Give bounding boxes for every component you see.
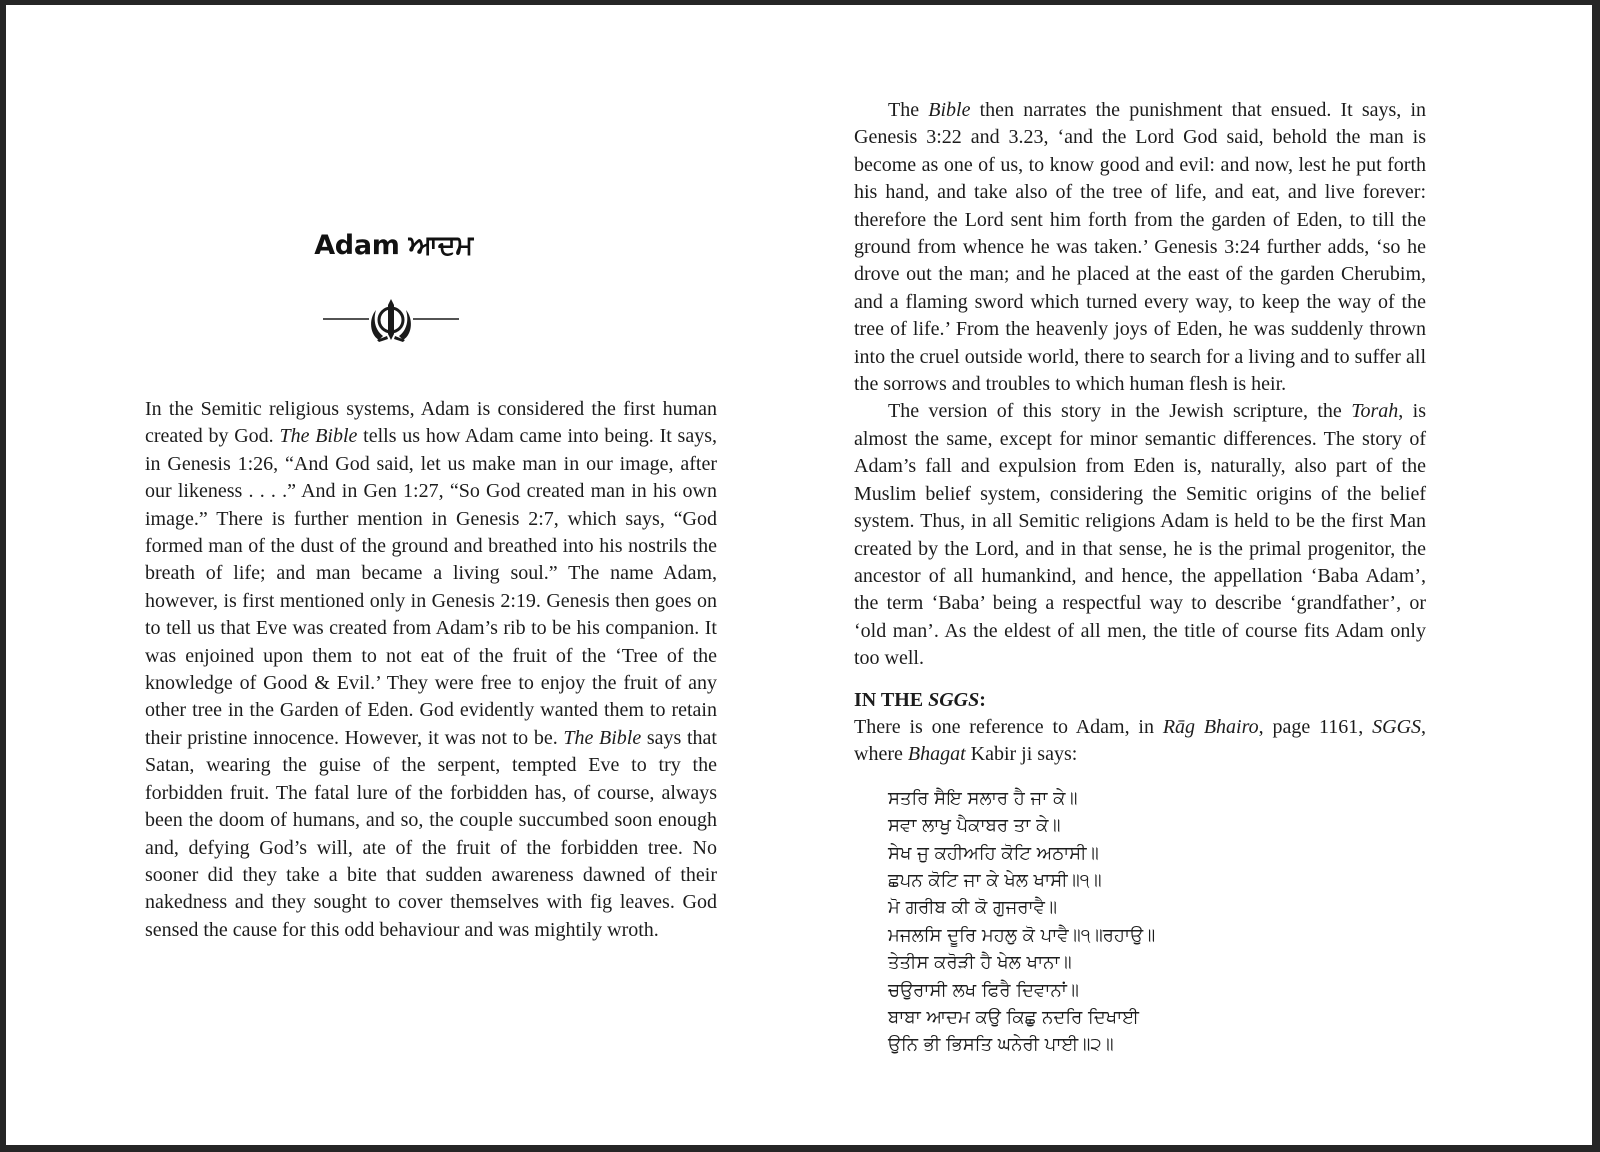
khanda-icon bbox=[321, 296, 461, 346]
verse-line: ਉਨਿ ਭੀ ਭਿਸਤਿ ਘਨੇਰੀ ਪਾਈ॥੨॥ bbox=[888, 1034, 1114, 1056]
chapter-title: Adam ਆਦਮ bbox=[314, 230, 473, 261]
right-column bbox=[854, 97, 1426, 1059]
verse-line: ਬਾਬਾ ਆਦਮ ਕਉ ਕਿਛੁ ਨਦਰਿ ਦਿਖਾਈ bbox=[888, 1007, 1139, 1028]
gurbani-verse bbox=[854, 785, 1426, 1059]
paragraph: In the Semitic religious systems, Adam is considered the first human created by God. The Bible tells us how Adam came into being. It says, in Genesis 1:26, “And God said, let us make man in our image, after our likeness . . . .” And in Gen 1:27, “So God created man in his own image.” There is further mention in Genesis 2:7, which says, “God formed man of the dust of the ground and breathed into his nostrils the breath of life; and man became a living soul.” The name Adam, however, is first mentioned only in Genesis 2:19. Genesis then goes on to tell us that Eve was created from Adam’s rib to be his companion. It was enjoined upon them to not eat of the fruit of the ‘Tree of the knowledge of Good & Evil.’ They were free to enjoy the fruit of any other tree in the Garden of Eden. God evidently wanted them to retain their pristine innocence. However, it was not to be. The Bible says that Satan, wearing the guise of the serpent, tempted Eve to try the forbidden fruit. The fatal lure of the forbidden has, of course, always been the doom of humans, and so, the couple succumbed soon enough and, defying God’s will, ate of the fruit of the forbidden tree. No sooner did they take a bite that sudden awareness dawned of their nakedness and they sought to cover themselves with fig leaves. God sensed the cause for this odd behaviour and was mightily wroth. bbox=[145, 398, 717, 941]
section-heading: IN THE SGGS: bbox=[854, 688, 986, 711]
verse-line: ਸਵਾ ਲਾਖੁ ਪੈਕਾਬਰ ਤਾ ਕੇ॥ bbox=[888, 815, 1061, 837]
verse-line: ਚਉਰਾਸੀ ਲਖ ਫਿਰੈ ਦਿਵਾਨਾਂ॥ bbox=[888, 979, 1079, 1001]
verse-line: ਸਤਰਿ ਸੈਇ ਸਲਾਰ ਹੈ ਜਾ ਕੇ॥ bbox=[888, 787, 1078, 809]
paragraph: There is one reference to Adam, in Rāg Bhairo, page 1161, SGGS, where Bhagat Kabir ji says: bbox=[854, 715, 1427, 766]
verse-line: ਮਜਲਸਿ ਦੂਰਿ ਮਹਲੁ ਕੋ ਪਾਵੈ॥੧॥ਰਹਾਉ॥ bbox=[888, 924, 1156, 946]
verse-line: ਤੇਤੀਸ ਕਰੋੜੀ ਹੈ ਖੇਲ ਖਾਨਾ॥ bbox=[888, 952, 1072, 974]
verse-line: ਛਪਨ ਕੋਟਿ ਜਾ ਕੇ ਖੇਲ ਖਾਸੀ॥੧॥ bbox=[888, 869, 1102, 891]
paragraph: The version of this story in the Jewish scripture, the Torah, is almost the same, except for minor semantic differences. The story of Adam’s fall and expulsion from Eden is, naturally, also part of the Muslim belief system, considering the Semitic origins of the belief system. Thus, in all Semitic religions Adam is held to be the first Man created by the Lord, and in that sense, he is the primal progenitor, the ancestor of all humankind, and hence, the appellation ‘Baba Adam’, the term ‘Baba’ being a respectful way to describe ‘grandfather’, or ‘old man’. As the eldest of all men, the title of course fits Adam only too well. bbox=[854, 400, 1426, 670]
left-column bbox=[145, 396, 717, 944]
chapter-heading bbox=[145, 230, 642, 262]
verse-line: ਸੇਖ ਜੁ ਕਹੀਅਹਿ ਕੋਟਿ ਅਠਾਸੀ॥ bbox=[888, 842, 1099, 864]
paragraph: The Bible then narrates the punishment that ensued. It says, in Genesis 3:22 and 3.23, ‘and the Lord God said, behold the man is become as one of us, to know good and evil: and now, lest he put forth his hand, and take also of the tree of life, and eat, and live forever: therefore the Lord sent him forth from the garden of Eden, to till the ground from whence he was taken.’ Genesis 3:24 further adds, ‘so he drove out the man; and he placed at the east of the garden Cherubim, and a flaming sword which turned every way, to keep the way of the tree of life.’ From the heavenly joys of Eden, he was suddenly thrown into the cruel outside world, there to search for a living and to suffer all the sorrows and troubles to which human flesh is heir. bbox=[854, 99, 1427, 396]
verse-line: ਮੋ ਗਰੀਬ ਕੀ ਕੋ ਗੁਜਰਾਵੈ॥ bbox=[888, 897, 1058, 919]
